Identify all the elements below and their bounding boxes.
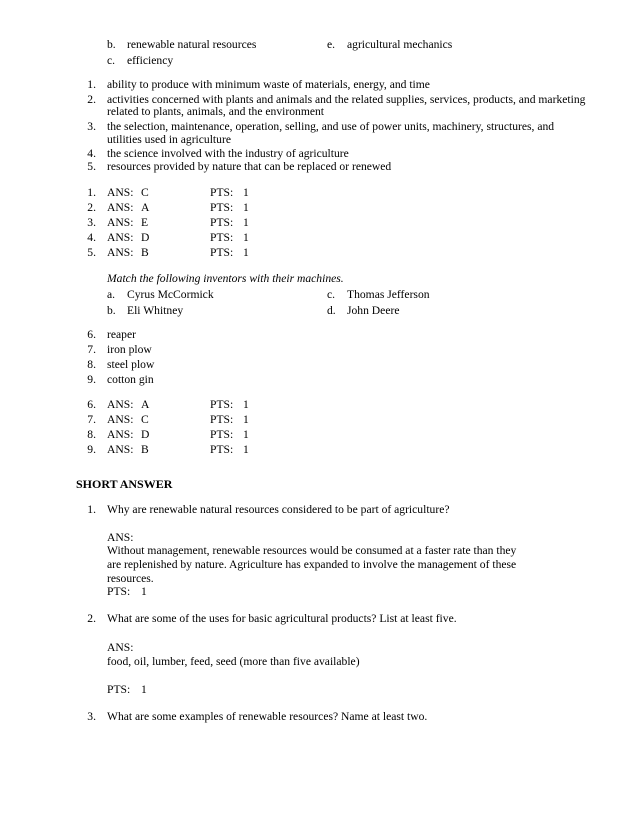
definition-text: ability to produce with minimum waste of materials, energy, and time <box>107 78 430 91</box>
ans-label: ANS: <box>107 428 134 441</box>
inventor-name: Cyrus McCormick <box>127 288 214 301</box>
pts-value: 1 <box>243 246 249 259</box>
pts-value: 1 <box>243 428 249 441</box>
ans-label: ANS: <box>107 201 134 214</box>
machine-name: cotton gin <box>107 373 154 386</box>
answer-number: 1. <box>87 186 96 199</box>
definition-text: the selection, maintenance, operation, selling, and use of power units, machinery, structures, and <box>107 120 555 133</box>
ans-label: ANS: <box>107 531 134 544</box>
pts-value: 1 <box>243 443 249 456</box>
pts-value: 1 <box>243 186 249 199</box>
ans-value: A <box>141 201 150 214</box>
pts-label: PTS: <box>107 585 131 598</box>
choice-letter: a. <box>107 288 116 301</box>
pts-value: 1 <box>141 585 147 598</box>
answer-number: 5. <box>87 246 96 259</box>
choice-letter: b. <box>107 304 116 317</box>
pts-label: PTS: <box>210 201 234 214</box>
choice-letter: c. <box>327 288 336 301</box>
pts-label: PTS: <box>210 398 234 411</box>
ans-label: ANS: <box>107 443 134 456</box>
answer-number: 2. <box>87 201 96 214</box>
choice-text: efficiency <box>127 54 174 67</box>
pts-label: PTS: <box>210 428 234 441</box>
item-number: 8. <box>87 358 96 371</box>
pts-value: 1 <box>243 231 249 244</box>
ans-label: ANS: <box>107 641 134 654</box>
item-number: 3. <box>87 120 96 133</box>
question-number: 1. <box>87 503 96 516</box>
ans-value: B <box>141 443 149 456</box>
ans-value: D <box>141 231 150 244</box>
match-instruction: Match the following inventors with their machines. <box>107 272 344 285</box>
answer-text: Without management, renewable resources would be consumed at a faster rate than they are replenished by nature. Agriculture has expanded to involve the management of these resources. <box>107 544 517 586</box>
choice-letter: e. <box>327 38 336 51</box>
pts-label: PTS: <box>210 413 234 426</box>
ans-label: ANS: <box>107 186 134 199</box>
answer-number: 4. <box>87 231 96 244</box>
ans-value: C <box>141 186 149 199</box>
pts-label: PTS: <box>210 246 234 259</box>
question-number: 2. <box>87 612 96 625</box>
pts-value: 1 <box>243 398 249 411</box>
item-number: 5. <box>87 160 96 173</box>
definition-text: activities concerned with plants and animals and the related supplies, services, products, and marketing <box>107 93 586 106</box>
pts-value: 1 <box>141 683 147 696</box>
answer-number: 3. <box>87 216 96 229</box>
ans-label: ANS: <box>107 231 134 244</box>
ans-label: ANS: <box>107 413 134 426</box>
inventor-name: Thomas Jefferson <box>347 288 430 301</box>
item-number: 1. <box>87 78 96 91</box>
machine-name: steel plow <box>107 358 155 371</box>
question-text: What are some examples of renewable resources? Name at least two. <box>107 710 428 723</box>
choice-letter: d. <box>327 304 336 317</box>
pts-label: PTS: <box>107 683 131 696</box>
pts-label: PTS: <box>210 231 234 244</box>
answer-number: 9. <box>87 443 96 456</box>
answer-text: food, oil, lumber, feed, seed (more than five available) <box>107 655 360 668</box>
item-number: 6. <box>87 328 96 341</box>
ans-value: D <box>141 428 150 441</box>
question-number: 3. <box>87 710 96 723</box>
pts-label: PTS: <box>210 216 234 229</box>
pts-label: PTS: <box>210 186 234 199</box>
item-number: 9. <box>87 373 96 386</box>
machine-name: iron plow <box>107 343 152 356</box>
question-text: What are some of the uses for basic agricultural products? List at least five. <box>107 612 457 625</box>
item-number: 7. <box>87 343 96 356</box>
definition-text: the science involved with the industry of agriculture <box>107 147 349 160</box>
pts-value: 1 <box>243 201 249 214</box>
item-number: 4. <box>87 147 96 160</box>
inventor-name: Eli Whitney <box>127 304 184 317</box>
ans-label: ANS: <box>107 216 134 229</box>
ans-label: ANS: <box>107 398 134 411</box>
question-text: Why are renewable natural resources considered to be part of agriculture? <box>107 503 450 516</box>
pts-label: PTS: <box>210 443 234 456</box>
choice-text: agricultural mechanics <box>347 38 453 51</box>
choice-letter: c. <box>107 54 116 67</box>
answer-number: 8. <box>87 428 96 441</box>
section-heading: SHORT ANSWER <box>76 477 173 491</box>
answer-number: 6. <box>87 398 96 411</box>
item-number: 2. <box>87 93 96 106</box>
inventor-name: John Deere <box>347 304 400 317</box>
choice-letter: b. <box>107 38 116 51</box>
ans-value: E <box>141 216 149 229</box>
pts-value: 1 <box>243 413 249 426</box>
ans-value: C <box>141 413 149 426</box>
ans-value: B <box>141 246 149 259</box>
ans-value: A <box>141 398 150 411</box>
choice-text: renewable natural resources <box>127 38 257 51</box>
definition-text: resources provided by nature that can be replaced or renewed <box>107 160 392 173</box>
definition-text: related to plants, animals, and the environment <box>107 105 324 118</box>
answer-number: 7. <box>87 413 96 426</box>
machine-name: reaper <box>107 328 136 341</box>
ans-label: ANS: <box>107 246 134 259</box>
definition-text: utilities used in agriculture <box>107 133 231 146</box>
pts-value: 1 <box>243 216 249 229</box>
